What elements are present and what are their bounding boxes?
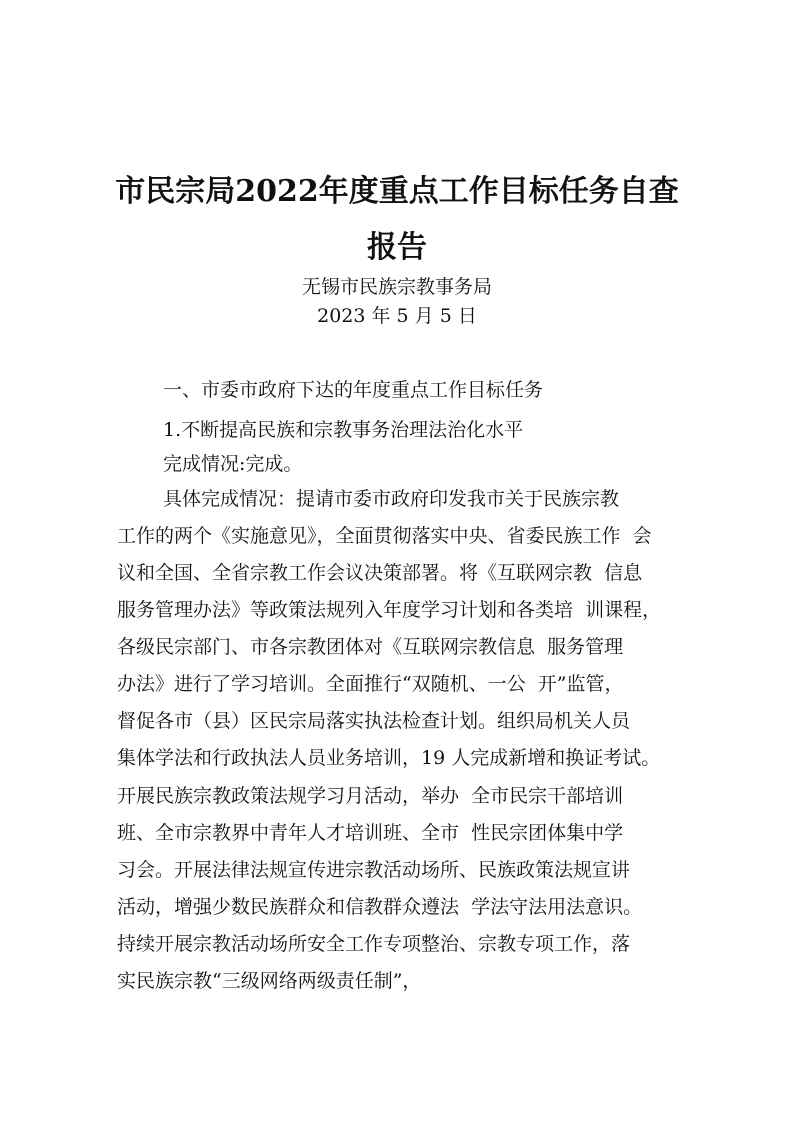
body-line: 活动，增强少数民族群众和信教群众遵法 学法守法用法意识。 <box>117 896 643 918</box>
body-line: 督促各市（县）区民宗局落实执法检查计划。组织局机关人员 <box>117 710 631 732</box>
body-line: 实民族宗教“三级网络两级责任制”， <box>117 970 422 992</box>
section-heading: 一、市委市政府下达的年度重点工作目标任务 <box>163 379 544 401</box>
body-line: 工作的两个《实施意见》，全面贯彻落实中央、省委民族工作 会 <box>117 525 652 547</box>
body-line: 各级民宗部门、市各宗教团体对《互联网宗教信息 服务管理 <box>117 636 624 658</box>
item-heading: 1.不断提高民族和宗教事务治理法治化水平 <box>163 419 524 441</box>
body-line: 议和全国、全省宗教工作会议决策部署。将《互联网宗教 信息 <box>117 562 643 584</box>
body-line: 集体学法和行政执法人员业务培训，19 人完成新增和换证考试。 <box>117 747 661 769</box>
organization-name: 无锡市民族宗教事务局 <box>301 276 492 298</box>
body-line: 服务管理办法》等政策法规列入年度学习计划和各类培 训课程， <box>117 599 662 621</box>
body-line: 具体完成情况：提请市委市政府印发我市关于民族宗教 <box>163 488 620 510</box>
body-line: 办法》进行了学习培训。全面推行“双随机、一公 开”监管， <box>117 673 624 695</box>
document-date: 2023 年 5 月 5 日 <box>317 305 477 327</box>
document-title-line2: 报告 <box>367 230 427 265</box>
body-line: 开展民族宗教政策法规学习月活动，举办 全市民宗干部培训 <box>117 785 624 807</box>
body-line: 班、全市宗教界中青年人才培训班、全市 性民宗团体集中学 <box>117 822 624 844</box>
body-line: 持续开展宗教活动场所安全工作专项整治、宗教专项工作，落 <box>117 933 631 955</box>
document-title-line1: 市民宗局2022年度重点工作目标任务自查 <box>115 174 679 209</box>
body-line: 习会。开展法律法规宣传进宗教活动场所、民族政策法规宣讲 <box>117 859 631 881</box>
completion-status: 完成情况:完成。 <box>163 453 303 475</box>
